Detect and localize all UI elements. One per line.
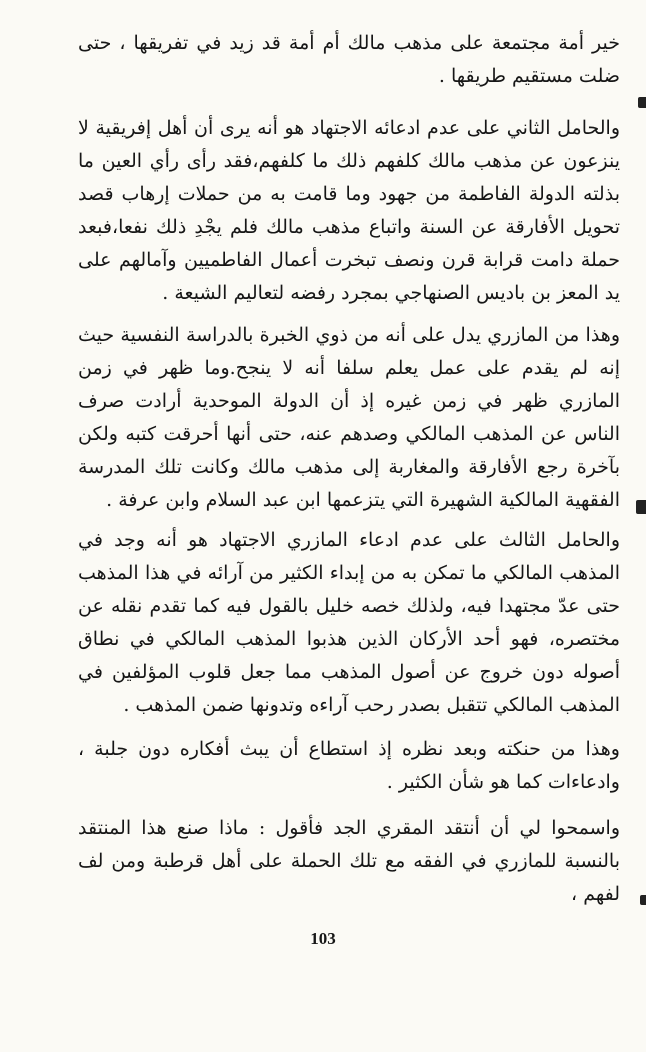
paragraph-psychology: وهذا من المازري يدل على أنه من ذوي الخبرة بالدراسة النفسية حيث إنه لم يقدم على عمل يعلم سلفا أنه لا ينجح.وما ظهر في زمن المازري ظهر في زمن غيره إذ أن الدولة الموحدية أرادت صرف الناس عن المذهب المالكي وصدهم عنه، حتى أنها أحرقت كتبه ولكن بآخرة رجع الأفارقة والمغاربة إلى مذهب مالك وكانت تلك المدرسة الفقهية المالكية الشهيرة التي يتزعمها ابن عبد السلام وابن عرفة . bbox=[78, 324, 620, 511]
paragraph-wisdom: وهذا من حنكته وبعد نظره إذ استطاع أن يبث أفكاره دون جلبة ، وادعاءات كما هو شأن الكثير . bbox=[78, 738, 620, 793]
scan-edge-mark bbox=[638, 97, 646, 108]
paragraph-critique: واسمحوا لي أن أنتقد المقري الجد فأقول : ماذا صنع هذا المنتقد بالنسبة للمازري في الفقه مع تلك الحملة على أهل قرطبة ومن لف لفهم ، bbox=[78, 817, 620, 905]
paragraph-continuation: خير أمة مجتمعة على مذهب مالك أم أمة قد زيد في تفريقها ، حتى ضلت مستقيم طريقها . bbox=[78, 32, 620, 87]
scan-edge-mark bbox=[636, 500, 646, 514]
paragraph-second-reason: والحامل الثاني على عدم ادعائه الاجتهاد هو أنه يرى أن أهل إفريقية لا ينزعون عن مذهب مالك كلفهم ذلك ما كلفهم،فقد رأى رأي العين ما بذلته الدولة الفاطمة من جهود وما قامت به من حملات إرهاب قصد تحويل الأفارقة عن السنة واتباع مذهب مالك فلم يجْدِ ذلك نفعا،فبعد حملة دامت قرابة قرن ونصف تبخرت أعمال الفاطميين وآمالهم على يد المعز بن باديس الصنهاجي بمجرد رفضه لتعاليم الشيعة . bbox=[78, 117, 620, 304]
paragraph-third-reason: والحامل الثالث على عدم ادعاء المازري الاجتهاد هو أنه وجد في المذهب المالكي ما تمكن به من إبداء الكثير من آرائه في هذا المذهب حتى عدّ مجتهدا فيه، ولذلك خصه خليل بالقول فيه كما تقدم نقله عن مختصره، فهو أحد الأركان الذين هذبوا المذهب المالكي في نطاق أصوله دون خروج عن أصول المذهب مما جعل قلوب المؤلفين في المذهب المالكي تتقبل بصدر رحب آراءه وتدونها ضمن المذهب . bbox=[78, 529, 620, 716]
scan-edge-mark bbox=[640, 895, 646, 905]
page-number: 103 bbox=[310, 929, 336, 948]
